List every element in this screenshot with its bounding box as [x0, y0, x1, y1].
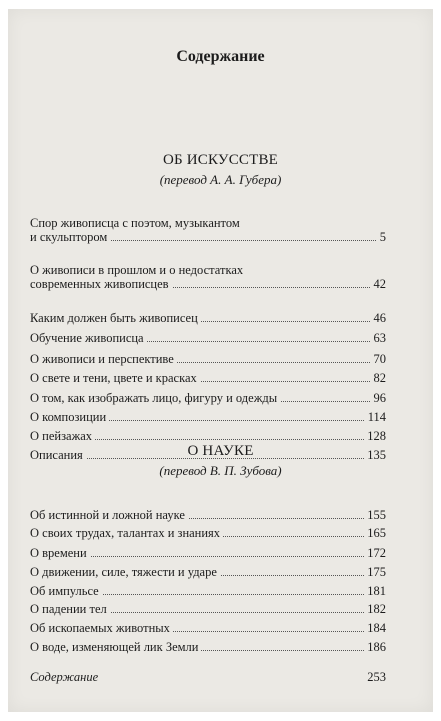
toc-entry-page: 70 — [371, 352, 387, 366]
toc-entry-page: 165 — [364, 526, 386, 540]
toc-entry-page: 184 — [364, 621, 386, 635]
toc-entry-page: 181 — [364, 584, 386, 598]
toc-entry-page: 172 — [364, 546, 386, 560]
toc-entry-page: 82 — [371, 371, 387, 385]
toc-entry-title-line: и скульптором — [30, 230, 110, 244]
toc-entry-page: 155 — [364, 508, 386, 522]
toc-entry — [30, 371, 386, 385]
toc-entry — [30, 216, 386, 244]
toc-entry-page: 182 — [364, 602, 386, 616]
toc-entry-page: 42 — [371, 277, 387, 291]
toc-entry-page: 114 — [365, 410, 386, 424]
toc-entry-title-line: О живописи в прошлом и о недостатках — [30, 263, 244, 277]
toc-entry-page: 135 — [364, 448, 386, 462]
section-translator-art: (перевод А. А. Губера) — [159, 172, 282, 187]
running-title: Содержание — [30, 670, 99, 684]
toc-entry-title: О времени — [30, 546, 90, 560]
toc-entry-page: 46 — [371, 311, 387, 325]
toc-entry-title: О движении, силе, тяжести и ударе — [30, 565, 220, 579]
toc-entry-page: 186 — [364, 640, 386, 654]
toc-entry — [30, 546, 386, 560]
section-heading-art: ОБ ИСКУССТВЕ — [162, 152, 279, 168]
section-heading-science: О НАУКЕ — [187, 443, 254, 459]
toc-entry — [30, 526, 386, 540]
toc-entry — [30, 508, 386, 522]
toc-entry — [30, 621, 386, 635]
toc-entry-title: О воде, изменяющей лик Земли — [30, 640, 201, 654]
toc-entry-page: 5 — [377, 230, 386, 244]
toc-entry-title: Об ископаемых животных — [30, 621, 173, 635]
toc-entry-title: О живописи и перспективе — [30, 352, 177, 366]
toc-entry-title: Описания — [30, 448, 86, 462]
toc-entry — [30, 331, 386, 345]
toc-entry — [30, 352, 386, 366]
toc-entry-page: 96 — [371, 391, 387, 405]
toc-entry-title: Об истинной и ложной науке — [30, 508, 188, 522]
toc-entry-page: 128 — [364, 429, 386, 443]
toc-entry — [30, 584, 386, 598]
toc-entry-title: О своих трудах, талантах и знаниях — [30, 526, 223, 540]
toc-entry-title: О том, как изображать лицо, фигуру и одежды — [30, 391, 280, 405]
toc-entry — [30, 263, 386, 291]
toc-entry — [30, 429, 386, 443]
toc-entry-page: 175 — [364, 565, 386, 579]
toc-entry-title-line: Спор живописца с поэтом, музыкантом — [30, 216, 240, 230]
book-page — [8, 9, 433, 712]
toc-entry-title-line: современных живописцев — [30, 277, 172, 291]
toc-entry-page: 63 — [371, 331, 387, 345]
toc-entry — [30, 311, 386, 325]
toc-entry — [30, 565, 386, 579]
section-translator-science: (перевод В. П. Зубова) — [159, 463, 282, 478]
toc-entry-title: Каким должен быть живописец — [30, 311, 201, 325]
toc-entry-title: О композиции — [30, 410, 109, 424]
toc-entry — [30, 391, 386, 405]
toc-entry — [30, 602, 386, 616]
toc-entry-title: Об импульсе — [30, 584, 102, 598]
page-number: 253 — [367, 670, 386, 684]
toc-entry — [30, 640, 386, 654]
toc-entry-title: О пейзажах — [30, 429, 95, 443]
toc-entry — [30, 410, 386, 424]
page-title: Содержание — [176, 48, 265, 65]
toc-entry-title: О свете и тени, цвете и красках — [30, 371, 200, 385]
toc-entry-title: О падении тел — [30, 602, 110, 616]
toc-entry-title: Обучение живописца — [30, 331, 147, 345]
